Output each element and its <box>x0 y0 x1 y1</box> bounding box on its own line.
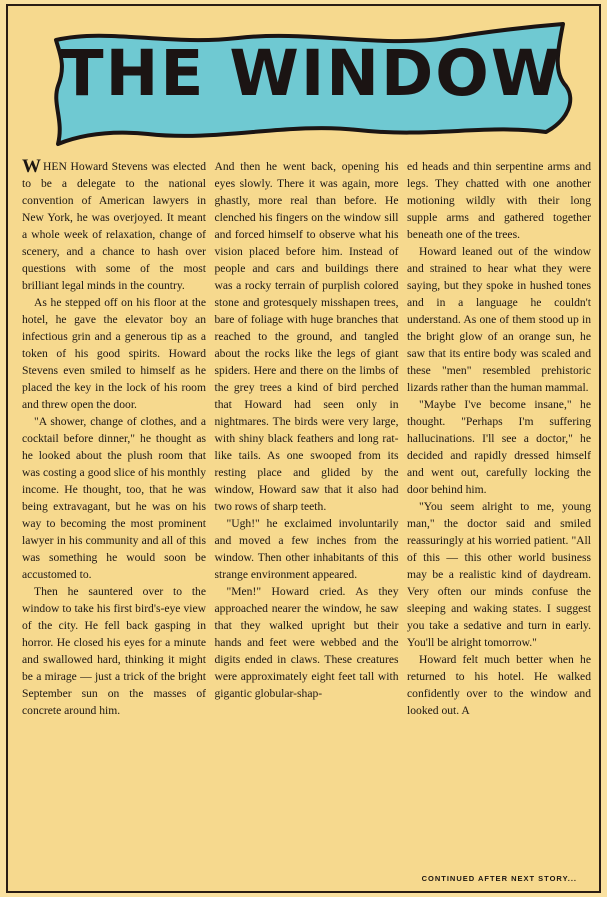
paragraph: Howard felt much better when he returned to his hotel. He walked confidently over to the window and looked out. A <box>407 653 591 717</box>
text-columns <box>22 158 591 870</box>
paragraph: And then he went back, opening his eyes slowly. There it was again, more ghastly, more real than before. He clenched his fingers on the window sill and forced himself to observe what his vision placed before him. Instead of people and cars and buildings there was a rocky terrain of purplish colored stone and grotesquely misshapen trees, bare of foliage with huge branches that reached to the ground, and tangled about the rocks like the legs of giant spiders. Here and there on the limbs of the grey trees a kind of bird perched that Howard had seen only in nightmares. The birds were very large, with shiny black feathers and long rat-like tails. As one swooped from its resting place and glided by the window, Howard saw that it also had two rows of sharp teeth. <box>214 160 399 513</box>
paragraph: Howard leaned out of the window and strained to hear what they were saying, but they spoke in hushed tones and in a language he couldn't understand. As one of them stood up in the bright glow of an orange sun, he saw that its entire body was scaled and these "men" resembled prehistoric lizards rather than the human mammal. <box>407 245 591 394</box>
column-2 <box>215 158 399 870</box>
paragraph: Then he sauntered over to the window to take his first bird's-eye view of the city. He fell back gasping in horror. He closed his eyes for a minute and swallowed hard, thinking it might be a mirage — just a trick of the bright September sun on the masses of concrete around him. <box>22 585 206 717</box>
paragraph: "A shower, change of clothes, and a cocktail before dinner," he thought as he looked about the plush room that was costing a good slice of his monthly income. He thought, too, that he was being extravagant, but he was on his way to becoming the most prominent lawyer in his community and all of this was something he would soon be accustomed to. <box>22 415 206 581</box>
column-3 <box>407 158 591 870</box>
paragraph: "Ugh!" he exclaimed involuntarily and moved a few inches from the window. Then other inhabitants of this strange environment appeared. <box>214 517 399 581</box>
paragraph <box>22 158 206 294</box>
paragraph: "Maybe I've become insane," he thought. "Perhaps I'm suffering hallucinations. I'll see a doctor," he decided and rapidly dressed himself and went out, carefully locking the door behind him. <box>407 398 591 496</box>
paragraph: ed heads and thin serpentine arms and legs. They chatted with one another motioning wildly with their long supple arms and gathered together beneath one of the trees. <box>407 160 591 241</box>
column-1 <box>22 158 206 870</box>
story-title: THE WINDOW <box>60 37 563 110</box>
continued-note: CONTINUED AFTER NEXT STORY... <box>421 874 577 883</box>
paragraph-text: HEN Howard Stevens was elected to be a delegate to the national convention of American lawyers in New York, he was overjoyed. It meant a whole week of relaxation, change of scenery, and a chance to hash over questions with some of the most brilliant legal minds in the country. <box>22 160 206 292</box>
paragraph: "You seem alright to me, young man," the doctor said and smiled reassuringly at his worried patient. "All of this — this other world business may be a realistic kind of daydream. Very often our minds confuse the sleeping and waking states. I suggest you take a sedative and turn in early. You'll be alright tomorrow." <box>407 500 591 649</box>
paragraph: As he stepped off on his floor at the hotel, he gave the elevator boy an infectious grin and a generous tip as a token of his good spirits. Howard Stevens even smiled to himself as he placed the key in the lock of his room and threw open the door. <box>22 296 206 411</box>
title-banner <box>48 20 575 148</box>
paragraph: "Men!" Howard cried. As they approached nearer the window, he saw that they walked upright but their hands and feet were webbed and the digits ended in claws. These creatures were approximately eight feet tall with gigantic globular-shap- <box>214 585 399 700</box>
drop-cap: W <box>22 156 41 177</box>
comic-text-page <box>6 4 601 893</box>
